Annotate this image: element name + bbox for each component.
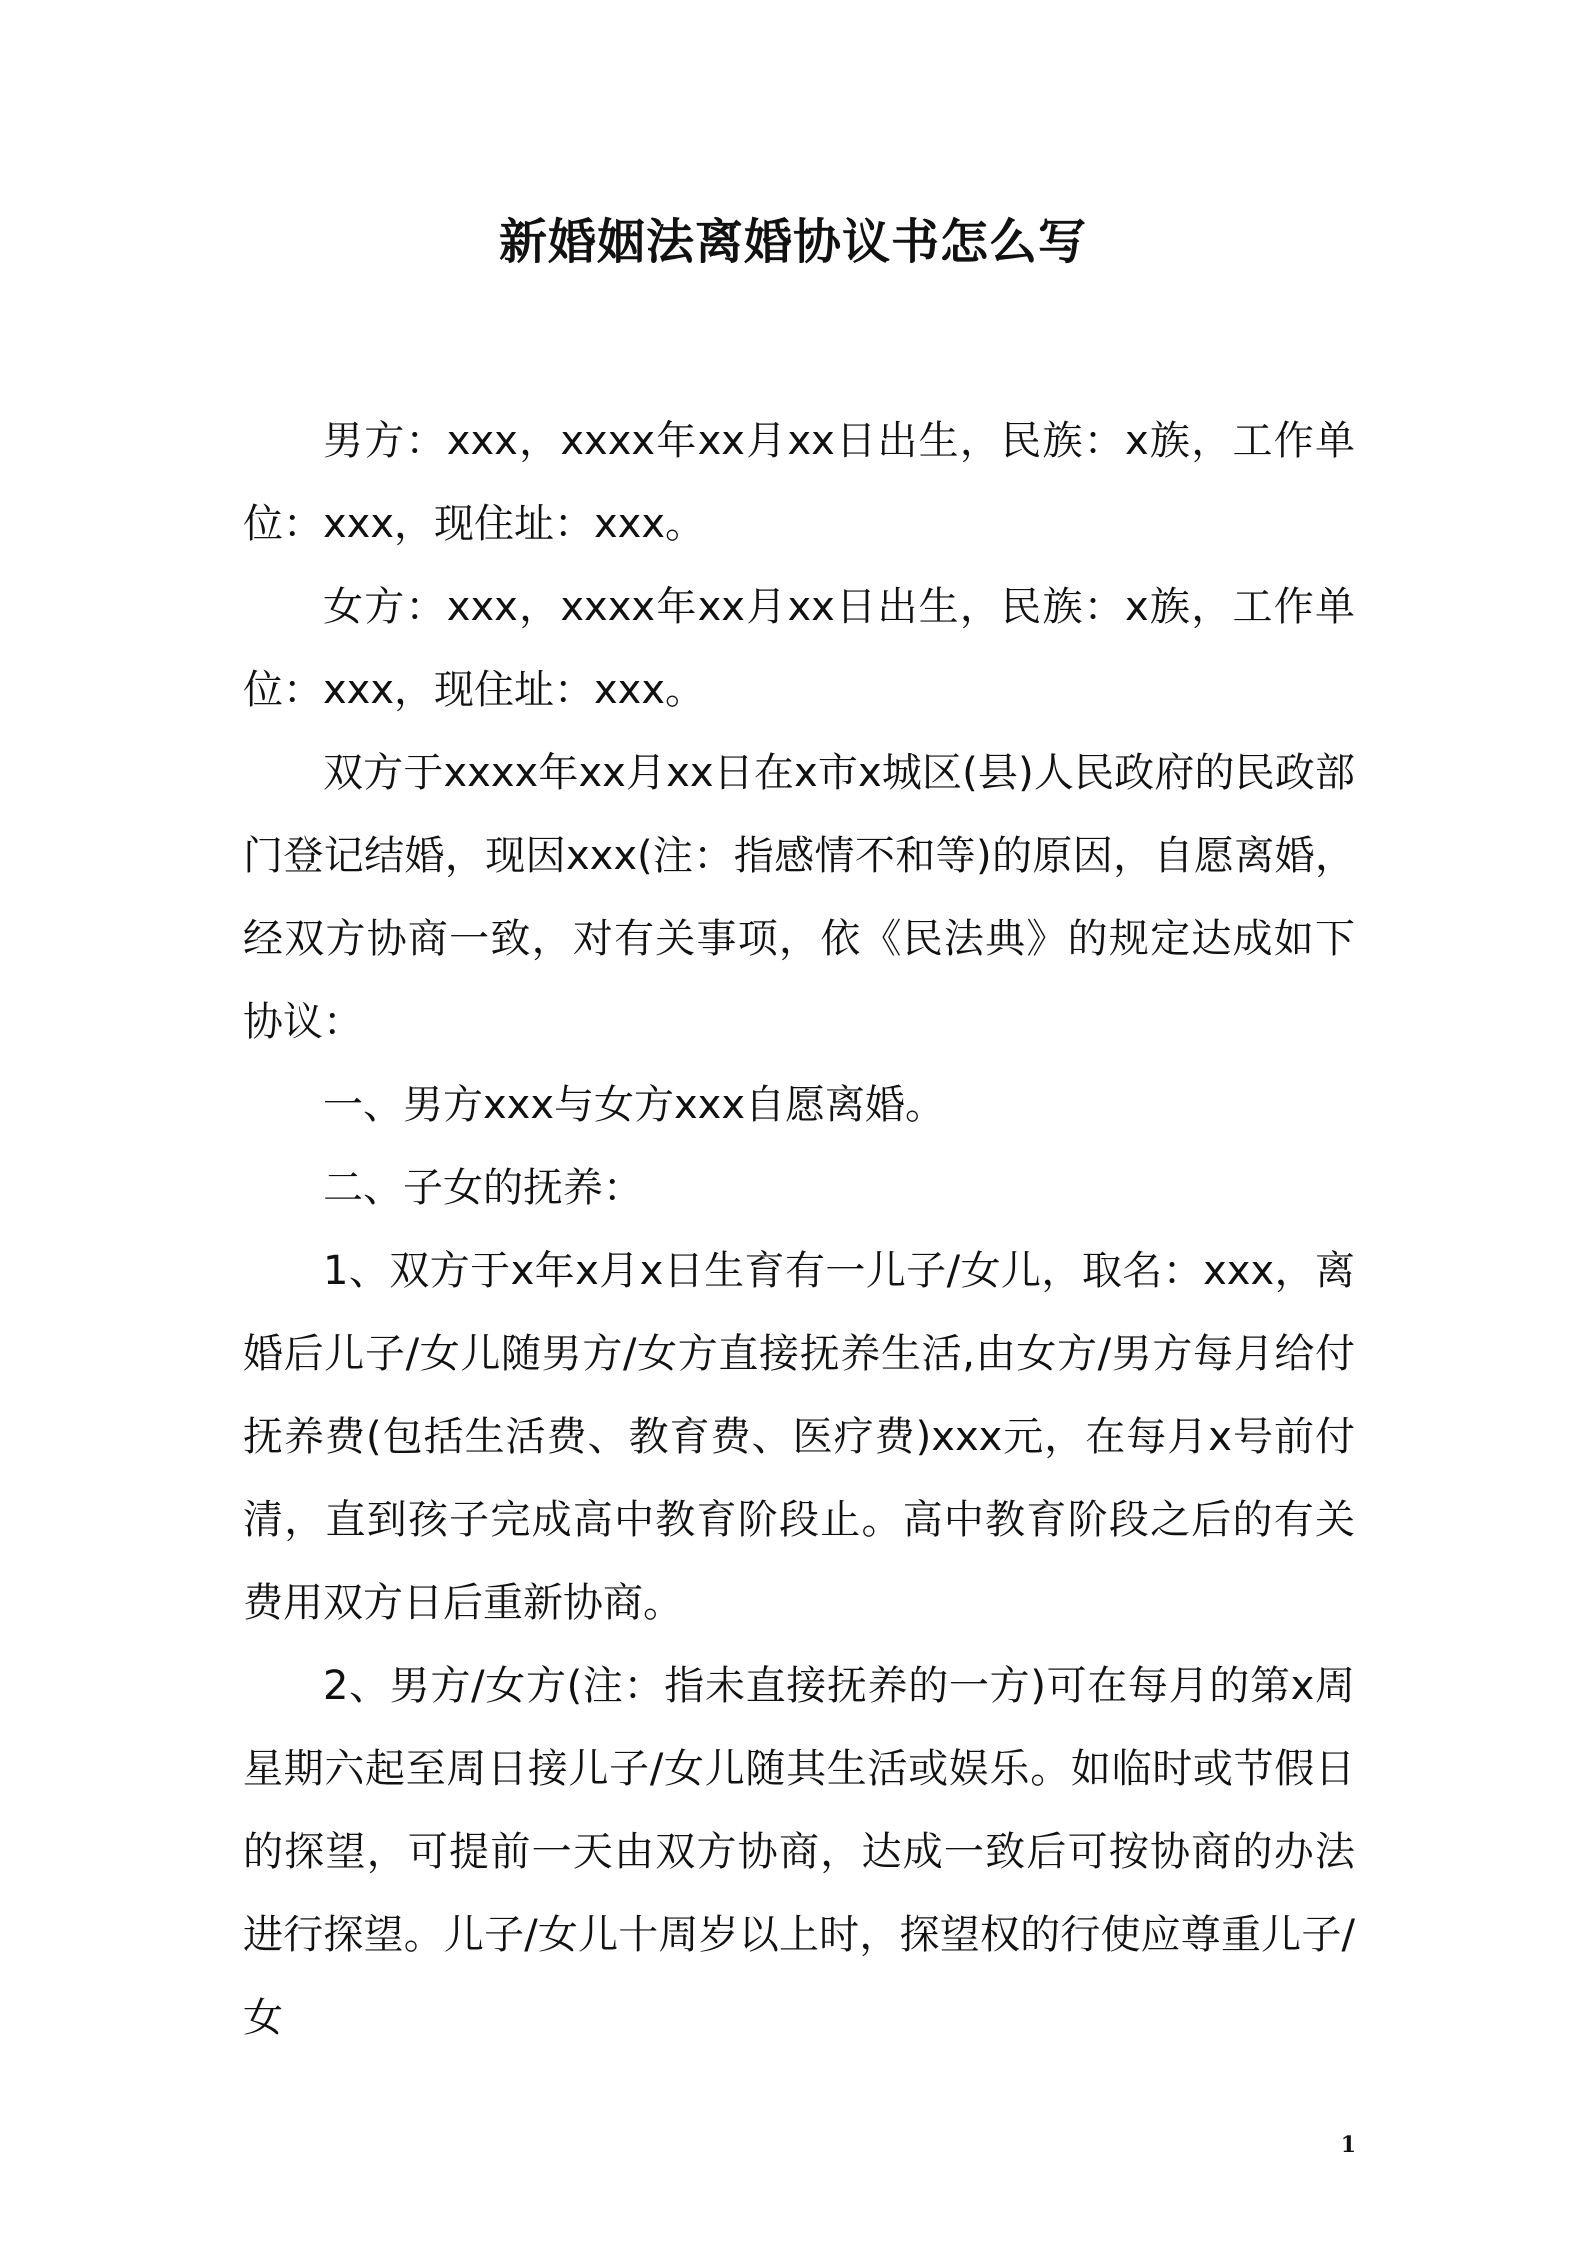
paragraph-visitation: 2、男方/女方(注：指未直接抚养的一方)可在每月的第x周星期六起至周日接儿子/女儿随其生活或娱乐。如临时或节假日的探望，可提前一天由双方协商，达成一致后可按协商的办法进行探望。儿子/女儿十周岁以上时，探望权的行使应尊重儿子/女 [243,1663,1355,2041]
paragraph-male-party: 男方：xxx，xxxx年xx月xx日出生，民族：x族，工作单位：xxx，现住址：xxx。 [243,418,1355,547]
paragraph-clause-one: 一、男方xxx与女方xxx自愿离婚。 [323,1082,946,1128]
document-title: 新婚姻法离婚协议书怎么写 [498,214,1087,270]
paragraph-child-support: 1、双方于x年x月x日生育有一儿子/女儿，取名：xxx，离婚后儿子/女儿随男方/女方直接抚养生活,由女方/男方每月给付抚养费(包括生活费、教育费、医疗费)xxx元，在每月x号前付清，直到孩子完成高中教育阶段止。高中教育阶段之后的有关费用双方日后重新协商。 [243,1248,1355,1626]
paragraph-clause-two-heading: 二、子女的抚养： [323,1165,643,1211]
paragraph-marriage-registration: 双方于xxxx年xx月xx日在x市x城区(县)人民政府的民政部门登记结婚，现因xxx(注：指感情不和等)的原因，自愿离婚，经双方协商一致，对有关事项，依《民法典》的规定达成如下协议： [243,750,1355,1045]
document-body [243,400,1355,2060]
page-number: 1 [1340,2132,1356,2158]
paragraph-female-party: 女方：xxx，xxxx年xx月xx日出生，民族：x族，工作单位：xxx，现住址：xxx。 [243,584,1355,713]
